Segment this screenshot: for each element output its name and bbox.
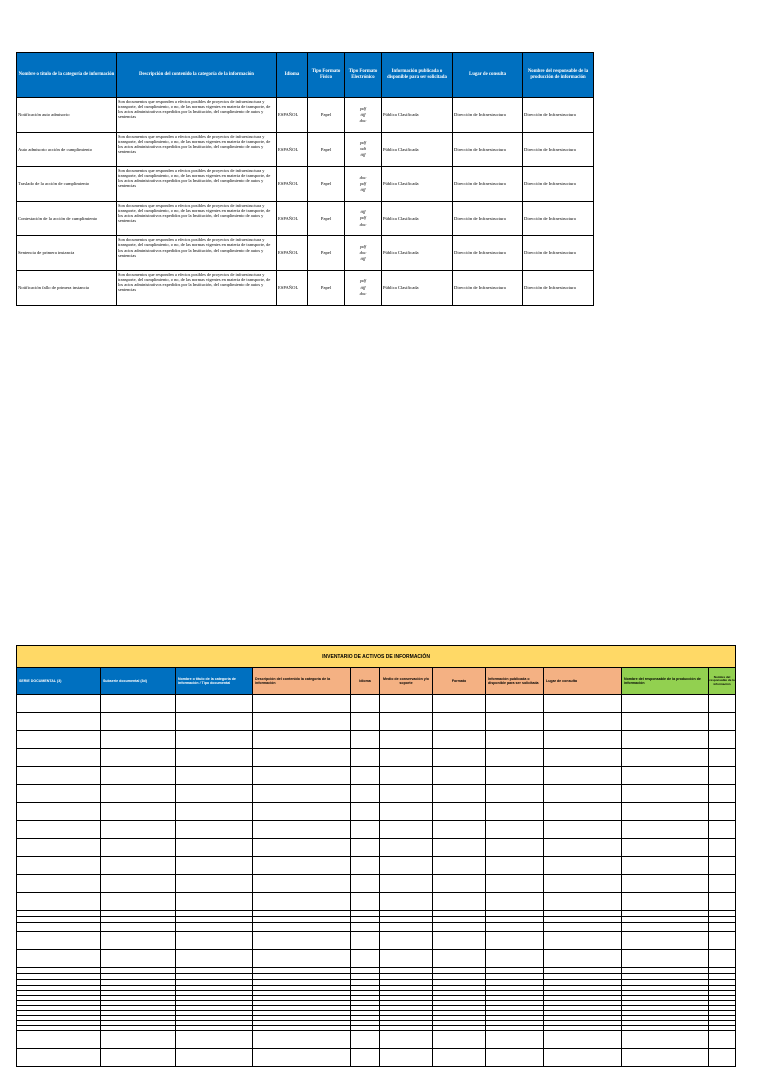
cell-name: Sentencia de primera instancia	[17, 236, 117, 271]
empty-cell	[709, 803, 736, 821]
cell-availability: Pública Clasificada	[382, 270, 453, 305]
empty-cell	[101, 875, 176, 893]
inventory-table	[16, 645, 736, 1067]
empty-cell	[486, 713, 544, 731]
empty-cell	[622, 1049, 709, 1067]
cell-name: Auto admisorio acción de cumplimiento	[17, 132, 117, 167]
empty-cell	[709, 695, 736, 713]
empty-cell	[380, 1031, 433, 1049]
empty-cell	[433, 731, 486, 749]
empty-cell	[253, 767, 351, 785]
inventory-body	[17, 695, 736, 1067]
empty-cell	[253, 839, 351, 857]
empty-cell	[351, 857, 380, 875]
empty-cell	[486, 1049, 544, 1067]
empty-cell	[176, 875, 253, 893]
empty-cell	[176, 932, 253, 950]
cell-availability: Pública Clasificada	[382, 201, 453, 236]
empty-cell	[433, 950, 486, 968]
empty-cell	[101, 713, 176, 731]
cell-responsible: Dirección de Infraestructura	[523, 201, 594, 236]
empty-cell	[101, 932, 176, 950]
cell-responsible: Dirección de Infraestructura	[523, 98, 594, 133]
empty-cell	[544, 1049, 622, 1067]
empty-cell	[380, 713, 433, 731]
inv-header-category: Nombre o título de la categoría de información / Tipo documental	[176, 668, 253, 695]
empty-cell	[253, 803, 351, 821]
empty-cell	[351, 731, 380, 749]
cell-place: Dirección de Infraestructura	[453, 270, 523, 305]
cell-description: Son documentos que responden a efectos posibles de proyectos de infraestructura y transporte, del cumplimiento, o no, de las normas vigentes en materia de transporte, de los actos administrativos expedidos por la Institución, del cumplimiento de autos y sentencias	[117, 132, 277, 167]
cell-responsible: Dirección de Infraestructura	[523, 236, 594, 271]
empty-cell	[544, 875, 622, 893]
empty-cell	[622, 839, 709, 857]
empty-cell	[101, 1031, 176, 1049]
empty-cell	[433, 875, 486, 893]
empty-cell	[101, 803, 176, 821]
cell-description: Son documentos que responden a efectos posibles de proyectos de infraestructura y transporte, del cumplimiento, o no, de las normas vigentes en materia de transporte, de los actos administrativos expedidos por la Institución, del cumplimiento de autos y sentencias	[117, 270, 277, 305]
empty-cell	[101, 731, 176, 749]
table-row	[17, 923, 736, 932]
empty-cell	[17, 695, 101, 713]
cell-description: Son documentos que responden a efectos posibles de proyectos de infraestructura y transporte, del cumplimiento, o no, de las normas vigentes en materia de transporte, de los actos administrativos expedidos por la Institución, del cumplimiento de autos y sentencias	[117, 167, 277, 202]
cell-name: Notificación fallo de primera instancia	[17, 270, 117, 305]
empty-cell	[176, 821, 253, 839]
empty-cell	[17, 1049, 101, 1067]
cell-availability: Pública Clasificada	[382, 132, 453, 167]
cell-description: Son documentos que responden a efectos posibles de proyectos de infraestructura y transporte, del cumplimiento, o no, de las normas vigentes en materia de transporte, de los actos administrativos expedidos por la Institución, del cumplimiento de autos y sentencias	[117, 236, 277, 271]
empty-cell	[433, 923, 486, 932]
cell-language: ESPAÑOL	[277, 236, 308, 271]
empty-cell	[380, 767, 433, 785]
empty-cell	[622, 713, 709, 731]
table-row	[17, 875, 736, 893]
table-row	[17, 803, 736, 821]
empty-cell	[544, 785, 622, 803]
empty-cell	[17, 767, 101, 785]
empty-cell	[486, 821, 544, 839]
header-name: Nombre o título de la categoría de información	[17, 53, 117, 98]
table-row	[17, 893, 736, 911]
empty-cell	[622, 857, 709, 875]
table-row	[17, 1031, 736, 1049]
empty-cell	[544, 695, 622, 713]
empty-cell	[351, 1031, 380, 1049]
table-row	[17, 785, 736, 803]
empty-cell	[101, 839, 176, 857]
cell-language: ESPAÑOL	[277, 98, 308, 133]
empty-cell	[622, 932, 709, 950]
empty-cell	[253, 785, 351, 803]
empty-cell	[380, 932, 433, 950]
empty-cell	[709, 857, 736, 875]
header-description: Descripción del contenido la categoría de la información	[117, 53, 277, 98]
empty-cell	[709, 950, 736, 968]
empty-cell	[709, 1049, 736, 1067]
table-row	[17, 270, 594, 305]
empty-cell	[351, 785, 380, 803]
table-row	[17, 201, 594, 236]
empty-cell	[380, 749, 433, 767]
cell-responsible: Dirección de Infraestructura	[523, 167, 594, 202]
empty-cell	[486, 767, 544, 785]
table-row	[17, 167, 594, 202]
empty-cell	[176, 767, 253, 785]
empty-cell	[17, 857, 101, 875]
cell-physical: Papel	[308, 132, 345, 167]
empty-cell	[622, 695, 709, 713]
empty-cell	[433, 1031, 486, 1049]
header-language: Idioma	[277, 53, 308, 98]
empty-cell	[176, 731, 253, 749]
cell-language: ESPAÑOL	[277, 167, 308, 202]
empty-cell	[709, 731, 736, 749]
empty-cell	[351, 803, 380, 821]
inventory-title: INVENTARIO DE ACTIVOS DE INFORMACIÓN	[17, 646, 736, 668]
empty-cell	[544, 1031, 622, 1049]
cell-physical: Papel	[308, 270, 345, 305]
empty-cell	[351, 749, 380, 767]
empty-cell	[544, 767, 622, 785]
inv-header-description: Descripción del contenido la categoría de la información	[253, 668, 351, 695]
empty-cell	[176, 713, 253, 731]
empty-cell	[544, 923, 622, 932]
cell-place: Dirección de Infraestructura	[453, 98, 523, 133]
inv-header-owner: Nombre del responsable de la información	[709, 668, 736, 695]
empty-cell	[433, 1049, 486, 1067]
empty-cell	[351, 821, 380, 839]
empty-cell	[380, 923, 433, 932]
empty-cell	[380, 821, 433, 839]
empty-cell	[101, 1049, 176, 1067]
empty-cell	[486, 875, 544, 893]
empty-cell	[544, 713, 622, 731]
empty-cell	[622, 731, 709, 749]
inventory-header-row	[17, 668, 736, 695]
empty-cell	[17, 749, 101, 767]
empty-cell	[709, 767, 736, 785]
empty-cell	[351, 713, 380, 731]
empty-cell	[622, 749, 709, 767]
inv-header-subserie: Subserie documental (3d)	[101, 668, 176, 695]
empty-cell	[253, 932, 351, 950]
empty-cell	[176, 785, 253, 803]
empty-cell	[176, 923, 253, 932]
cell-place: Dirección de Infraestructura	[453, 236, 523, 271]
empty-cell	[17, 785, 101, 803]
empty-cell	[544, 857, 622, 875]
empty-cell	[433, 893, 486, 911]
inv-header-place: Lugar de consulta	[544, 668, 622, 695]
empty-cell	[544, 893, 622, 911]
empty-cell	[351, 767, 380, 785]
empty-cell	[544, 950, 622, 968]
empty-cell	[253, 893, 351, 911]
empty-cell	[17, 923, 101, 932]
inv-header-availability: Información publicada o disponible para ser solicitada	[486, 668, 544, 695]
empty-cell	[101, 821, 176, 839]
cell-formats: doc pdf tiff	[345, 167, 382, 202]
empty-cell	[17, 1031, 101, 1049]
empty-cell	[176, 1031, 253, 1049]
empty-cell	[622, 1031, 709, 1049]
empty-cell	[176, 695, 253, 713]
empty-cell	[17, 803, 101, 821]
cell-responsible: Dirección de Infraestructura	[523, 132, 594, 167]
empty-cell	[17, 875, 101, 893]
cell-place: Dirección de Infraestructura	[453, 167, 523, 202]
cell-formats: pdf odt tiff	[345, 132, 382, 167]
empty-cell	[709, 893, 736, 911]
empty-cell	[253, 923, 351, 932]
empty-cell	[101, 923, 176, 932]
categories-table	[16, 52, 594, 306]
cell-formats: pdf tiff doc	[345, 98, 382, 133]
empty-cell	[486, 749, 544, 767]
cell-name: Notificación auto admisorio	[17, 98, 117, 133]
empty-cell	[380, 731, 433, 749]
empty-cell	[544, 803, 622, 821]
empty-cell	[486, 950, 544, 968]
cell-formats: pdf doc tiff	[345, 236, 382, 271]
header-place: Lugar de consulta	[453, 53, 523, 98]
empty-cell	[380, 950, 433, 968]
cell-language: ESPAÑOL	[277, 201, 308, 236]
empty-cell	[709, 923, 736, 932]
empty-cell	[709, 839, 736, 857]
inv-header-serie: SERIE DOCUMENTAL (3)	[17, 668, 101, 695]
empty-cell	[351, 950, 380, 968]
cell-availability: Pública Clasificada	[382, 167, 453, 202]
empty-cell	[433, 857, 486, 875]
empty-cell	[380, 803, 433, 821]
empty-cell	[101, 857, 176, 875]
empty-cell	[544, 932, 622, 950]
cell-availability: Pública Clasificada	[382, 236, 453, 271]
empty-cell	[253, 1031, 351, 1049]
cell-place: Dirección de Infraestructura	[453, 132, 523, 167]
empty-cell	[176, 1049, 253, 1067]
empty-cell	[176, 857, 253, 875]
empty-cell	[380, 857, 433, 875]
table-row	[17, 749, 736, 767]
empty-cell	[351, 695, 380, 713]
empty-cell	[253, 875, 351, 893]
empty-cell	[380, 695, 433, 713]
empty-cell	[622, 923, 709, 932]
cell-description: Son documentos que responden a efectos posibles de proyectos de infraestructura y transporte, del cumplimiento, o no, de las normas vigentes en materia de transporte, de los actos administrativos expedidos por la Institución, del cumplimiento de autos y sentencias	[117, 98, 277, 133]
empty-cell	[380, 875, 433, 893]
header-availability: Información publicada o disponible para ser solicitada	[382, 53, 453, 98]
empty-cell	[351, 932, 380, 950]
empty-cell	[253, 713, 351, 731]
empty-cell	[709, 785, 736, 803]
table-row	[17, 932, 736, 950]
empty-cell	[486, 695, 544, 713]
empty-cell	[176, 749, 253, 767]
empty-cell	[433, 767, 486, 785]
categories-header-row	[17, 53, 594, 98]
table-row	[17, 1049, 736, 1067]
empty-cell	[17, 950, 101, 968]
empty-cell	[486, 1031, 544, 1049]
empty-cell	[253, 749, 351, 767]
empty-cell	[433, 803, 486, 821]
cell-physical: Papel	[308, 236, 345, 271]
table-row	[17, 857, 736, 875]
table-row	[17, 713, 736, 731]
table-row	[17, 236, 594, 271]
empty-cell	[253, 731, 351, 749]
table-row	[17, 731, 736, 749]
empty-cell	[101, 749, 176, 767]
empty-cell	[17, 932, 101, 950]
header-electronic-format: Tipo Formato Electrónico	[345, 53, 382, 98]
cell-language: ESPAÑOL	[277, 270, 308, 305]
empty-cell	[176, 803, 253, 821]
empty-cell	[380, 785, 433, 803]
table-row	[17, 950, 736, 968]
empty-cell	[709, 713, 736, 731]
empty-cell	[101, 767, 176, 785]
empty-cell	[433, 932, 486, 950]
empty-cell	[380, 893, 433, 911]
cell-responsible: Dirección de Infraestructura	[523, 270, 594, 305]
empty-cell	[253, 950, 351, 968]
empty-cell	[101, 893, 176, 911]
empty-cell	[709, 1031, 736, 1049]
inv-header-medium: Medio de conservación y/o soporte	[380, 668, 433, 695]
empty-cell	[486, 731, 544, 749]
table-row	[17, 695, 736, 713]
empty-cell	[486, 857, 544, 875]
empty-cell	[253, 821, 351, 839]
header-responsible: Nombre del responsable de la producción de información	[523, 53, 594, 98]
empty-cell	[622, 767, 709, 785]
table-row	[17, 839, 736, 857]
empty-cell	[433, 785, 486, 803]
cell-formats: tiff pdf doc	[345, 201, 382, 236]
empty-cell	[486, 803, 544, 821]
table-row	[17, 98, 594, 133]
empty-cell	[351, 875, 380, 893]
empty-cell	[622, 785, 709, 803]
empty-cell	[101, 695, 176, 713]
empty-cell	[17, 839, 101, 857]
empty-cell	[709, 875, 736, 893]
empty-cell	[433, 749, 486, 767]
empty-cell	[351, 893, 380, 911]
empty-cell	[544, 821, 622, 839]
empty-cell	[622, 893, 709, 911]
empty-cell	[486, 932, 544, 950]
empty-cell	[176, 893, 253, 911]
empty-cell	[709, 932, 736, 950]
empty-cell	[544, 731, 622, 749]
empty-cell	[622, 821, 709, 839]
header-physical-format: Tipo Formato Físico	[308, 53, 345, 98]
empty-cell	[17, 821, 101, 839]
empty-cell	[709, 821, 736, 839]
cell-place: Dirección de Infraestructura	[453, 201, 523, 236]
cell-physical: Papel	[308, 167, 345, 202]
empty-cell	[544, 749, 622, 767]
inv-header-producer: Nombre del responsable de la producción de información	[622, 668, 709, 695]
empty-cell	[486, 785, 544, 803]
empty-cell	[380, 839, 433, 857]
empty-cell	[17, 713, 101, 731]
inv-header-language: Idioma	[351, 668, 380, 695]
empty-cell	[253, 695, 351, 713]
table-row	[17, 132, 594, 167]
cell-description: Son documentos que responden a efectos posibles de proyectos de infraestructura y transporte, del cumplimiento, o no, de las normas vigentes en materia de transporte, de los actos administrativos expedidos por la Institución, del cumplimiento de autos y sentencias	[117, 201, 277, 236]
cell-name: Contestación de la acción de cumplimiento	[17, 201, 117, 236]
empty-cell	[486, 839, 544, 857]
cell-physical: Papel	[308, 98, 345, 133]
cell-language: ESPAÑOL	[277, 132, 308, 167]
cell-availability: Pública Clasificada	[382, 98, 453, 133]
empty-cell	[17, 893, 101, 911]
empty-cell	[622, 875, 709, 893]
empty-cell	[622, 803, 709, 821]
empty-cell	[17, 731, 101, 749]
cell-formats: pdf tiff doc	[345, 270, 382, 305]
table-row	[17, 821, 736, 839]
empty-cell	[351, 839, 380, 857]
empty-cell	[380, 1049, 433, 1067]
empty-cell	[544, 839, 622, 857]
inv-header-format: Formato	[433, 668, 486, 695]
empty-cell	[486, 923, 544, 932]
empty-cell	[622, 950, 709, 968]
empty-cell	[433, 695, 486, 713]
empty-cell	[101, 785, 176, 803]
empty-cell	[253, 857, 351, 875]
table-row	[17, 767, 736, 785]
empty-cell	[176, 950, 253, 968]
empty-cell	[433, 821, 486, 839]
empty-cell	[486, 893, 544, 911]
empty-cell	[176, 839, 253, 857]
empty-cell	[433, 713, 486, 731]
empty-cell	[433, 839, 486, 857]
empty-cell	[351, 923, 380, 932]
empty-cell	[351, 1049, 380, 1067]
empty-cell	[253, 1049, 351, 1067]
cell-physical: Papel	[308, 201, 345, 236]
empty-cell	[101, 950, 176, 968]
cell-name: Traslado de la acción de cumplimiento	[17, 167, 117, 202]
empty-cell	[709, 749, 736, 767]
